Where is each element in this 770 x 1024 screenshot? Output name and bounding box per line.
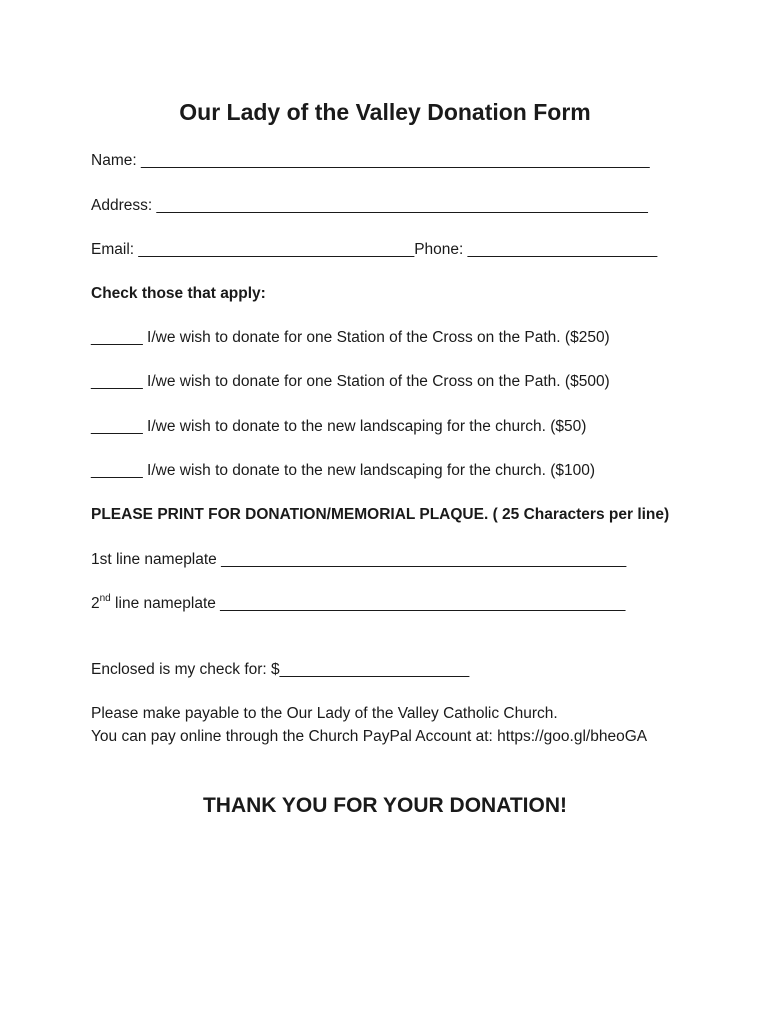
check-heading: Check those that apply:: [91, 285, 266, 302]
form-title: Our Lady of the Valley Donation Form: [179, 99, 591, 125]
nameplate-2-ordinal: nd: [99, 592, 111, 604]
enclosed-check: Enclosed is my check for: $______________________: [91, 661, 470, 678]
plaque-heading: PLEASE PRINT FOR DONATION/MEMORIAL PLAQUE. ( 25 Characters per line): [91, 506, 670, 523]
nameplate-line-1: 1st line nameplate _______________________________________________: [91, 551, 627, 568]
option-landscaping-100: ______ I/we wish to donate to the new landscaping for the church. ($100): [91, 462, 596, 479]
email-phone-field: Email: ________________________________Phone: ______________________: [91, 241, 658, 258]
address-field: Address: _________________________________________________________: [91, 197, 648, 214]
nameplate-line-2: [91, 594, 625, 614]
thank-you-message: THANK YOU FOR YOUR DONATION!: [202, 794, 567, 817]
paypal-line: You can pay online through the Church PayPal Account at: https://goo.gl/bheoGA: [91, 728, 648, 745]
option-station-250: ______ I/we wish to donate for one Station of the Cross on the Path. ($250): [91, 329, 610, 346]
payable-line: Please make payable to the Our Lady of the Valley Catholic Church.: [91, 705, 558, 722]
option-station-500: ______ I/we wish to donate for one Station of the Cross on the Path. ($500): [91, 373, 610, 390]
option-landscaping-50: ______ I/we wish to donate to the new landscaping for the church. ($50): [91, 418, 587, 435]
nameplate-2-text: line nameplate _______________________________________________: [110, 595, 626, 612]
nameplate-2-number: 2: [91, 595, 100, 612]
name-field: Name: ___________________________________________________________: [91, 152, 650, 169]
